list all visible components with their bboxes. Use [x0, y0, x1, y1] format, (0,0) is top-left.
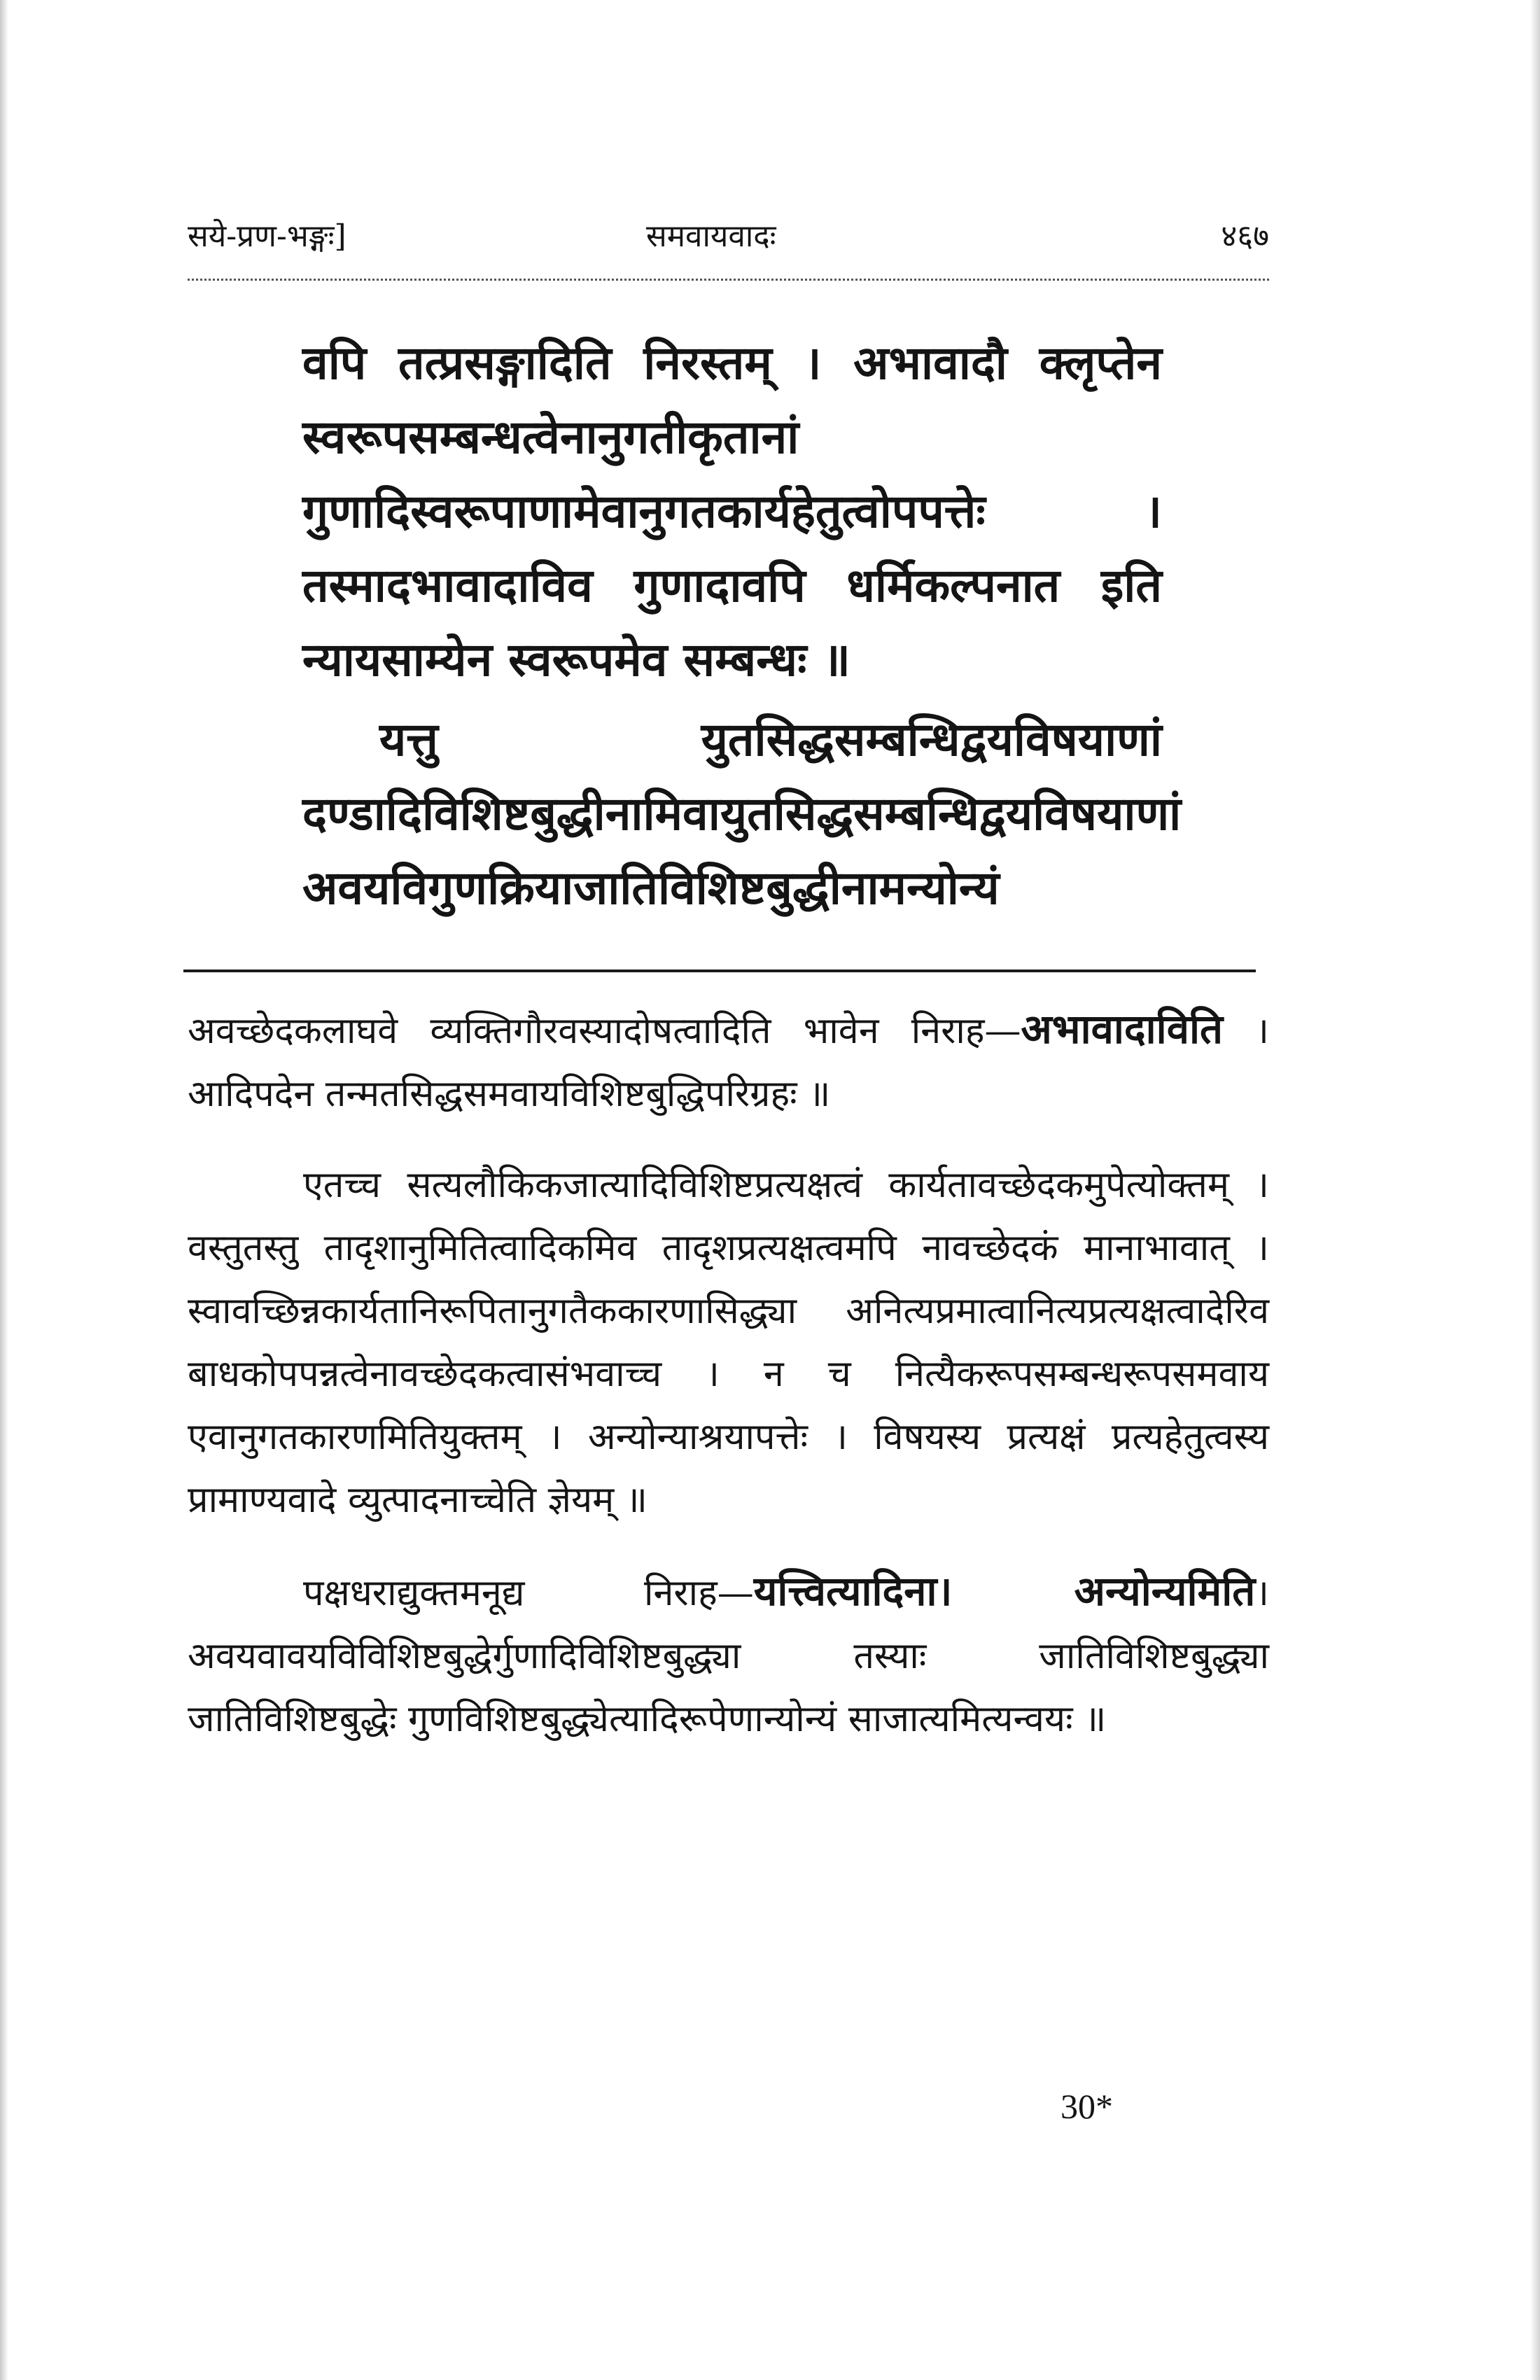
commentary-separator: । — [937, 1567, 1074, 1615]
commentary-paragraph-1 — [188, 997, 1269, 1126]
commentary-text: पक्षधराद्युक्तमनूद्य निराह— — [303, 1572, 754, 1614]
page-edge-left — [0, 0, 8, 2380]
commentary-text: अवच्छेदकलाघवे व्यक्तिगौरवस्यादोषत्वादिति भावेन निराह— — [188, 1010, 1021, 1052]
commentary-paragraph-2: एतच्च सत्यलौकिकजात्यादिविशिष्टप्रत्यक्षत्वं कार्यतावच्छेदकमुपेत्योक्तम् । वस्तुतस्तु तादृशानुमितित्वादिकमिव तादृशप्रत्यक्षत्वमपि नावच्छेदकं मानाभावात् । स्वावच्छिन्नकार्यतानिरूपितानुगतैककारणासिद्ध्या अनित्यप्रमात्वानित्यप्रत्यक्षत्वादेरिव बाधकोपपन्नत्वेनावच्छेदकत्वासंभवाच्च । न च नित्यैकरूपसम्बन्धरूपसमवाय एवानुगतकारणमितियुक्तम् । अन्योन्याश्रयापत्तेः । विषयस्य प्रत्यक्षं प्रत्यहेतुत्वस्य प्रामाण्यवादे व्युत्पादनाच्चेति ज्ञेयम् ॥ — [188, 1164, 1269, 1521]
main-text — [302, 326, 1182, 925]
page-number: ४६७ — [1221, 218, 1269, 254]
header-section-label: सये-प्रण-भङ्गः] — [188, 218, 346, 254]
commentary — [188, 997, 1269, 1751]
commentary-text: । आदिपदेन तन्मतसिद्धसमवायविशिष्टबुद्धिपरिग्रहः ॥ — [188, 1010, 1269, 1115]
signature-mark: 30* — [1060, 2087, 1113, 2126]
commentary-lemma: यत्त्वित्यादिना — [753, 1567, 937, 1615]
commentary-lemma: अन्योन्यमिति — [1074, 1567, 1256, 1615]
page-edge-right — [1530, 0, 1540, 2380]
footnote-divider — [183, 969, 1256, 972]
header-divider — [188, 279, 1269, 281]
commentary-paragraph-3 — [188, 1560, 1269, 1751]
main-paragraph-2: यत्तु युतसिद्धसम्बन्धिद्वयविषयाणां दण्डादिविशिष्टबुद्धीनामिवायुतसिद्धसम्बन्धिद्वयविषयाणां अवयविगुणक्रियाजातिविशिष्टबुद्धीनामन्योन्यं — [302, 712, 1182, 915]
main-paragraph-1: वपि तत्प्रसङ्गादिति निरस्तम् । अभावादौ क्लृप्तेन स्वरूपसम्बन्धत्वेनानुगतीकृतानां गुणादिस्वरूपाणामेवानुगतकार्यहेतुत्वोपपत्तेः । तस्मादभावादाविव गुणादावपि धर्मिकल्पनात इति न्यायसाम्येन स्वरूपमेव सम्बन्धः ॥ — [302, 335, 1162, 687]
header-title: समवायवादः — [646, 218, 776, 254]
commentary-lemma: अभावादाविति — [1021, 1005, 1224, 1053]
running-header — [188, 214, 1269, 262]
commentary-text: । अवयवावयविविशिष्टबुद्धेर्गुणादिविशिष्टबुद्ध्या तस्याः जातिविशिष्टबुद्ध्या जातिविशिष्टबुद्धेः गुणविशिष्टबुद्ध्येत्यादिरूपेणान्योन्यं साजात्यमित्यन्वयः ॥ — [188, 1572, 1269, 1740]
